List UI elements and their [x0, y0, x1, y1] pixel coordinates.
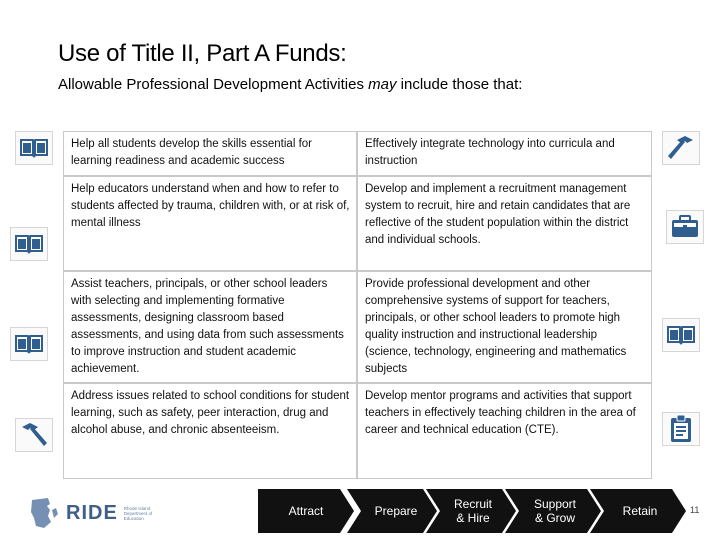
- hammer-icon: [662, 131, 700, 165]
- subtitle-emphasis: may: [368, 76, 397, 93]
- slide-title: Use of Title II, Part A Funds:: [58, 40, 347, 67]
- process-step-support-grow: [505, 489, 601, 533]
- process-step-prepare: [347, 489, 437, 533]
- page-number: 11: [690, 505, 700, 515]
- logo-name: RIDE: [66, 501, 118, 524]
- slide-subtitle: [58, 76, 522, 93]
- table-cell: Effectively integrate technology into curricula and instruction: [357, 131, 652, 176]
- process-step-label: Prepare: [374, 504, 418, 518]
- hammer-icon: [15, 418, 53, 452]
- process-step-label: Retain: [622, 504, 658, 518]
- process-step-label: Recruit & Hire: [453, 497, 492, 525]
- book-icon: [10, 227, 48, 261]
- table-cell: Address issues related to school conditions for student learning, such as safety, peer interaction, drug and alcohol abuse, and chronic absenteeism.: [63, 383, 357, 479]
- process-step-label: Attract: [288, 504, 324, 518]
- subtitle-text-pre: Allowable Professional Development Activities: [58, 76, 369, 93]
- ride-logo: [26, 496, 164, 530]
- rhode-island-icon: [26, 496, 62, 530]
- book-icon: [10, 327, 48, 361]
- book-icon: [15, 131, 53, 165]
- process-step-label: Support & Grow: [533, 497, 577, 525]
- process-step-attract: [258, 489, 354, 533]
- clipboard-icon: [662, 412, 700, 446]
- logo-subtext: Rhode Island Department of Education: [123, 505, 153, 521]
- table-cell: Help educators understand when and how to refer to students affected by trauma, children with, or at risk of, mental illness: [63, 176, 357, 271]
- table-cell: Develop mentor programs and activities that support teachers in effectively teaching children in the area of career and technical education (CTE).: [357, 383, 652, 479]
- book-icon: [662, 318, 700, 352]
- table-cell: Assist teachers, principals, or other school leaders with selecting and implementing formative assessments, designing classroom based assessments, and using data from such assessments to improve instruction and student academic achievement.: [63, 271, 357, 383]
- process-step-recruit-hire: [426, 489, 516, 533]
- table-cell: Provide professional development and other comprehensive systems of support for teachers, principals, or other school leaders to promote high quality instruction and instructional leadership (science, technology, engineering and mathematics subjects: [357, 271, 652, 383]
- table-cell: Help all students develop the skills essential for learning readiness and academic success: [63, 131, 357, 176]
- process-step-retain: [590, 489, 686, 533]
- briefcase-icon: [666, 210, 704, 244]
- subtitle-text-post: include those that:: [396, 76, 523, 93]
- table-cell: Develop and implement a recruitment management system to recruit, hire and retain candidates that are reflective of the student population within the district and individual schools.: [357, 176, 652, 271]
